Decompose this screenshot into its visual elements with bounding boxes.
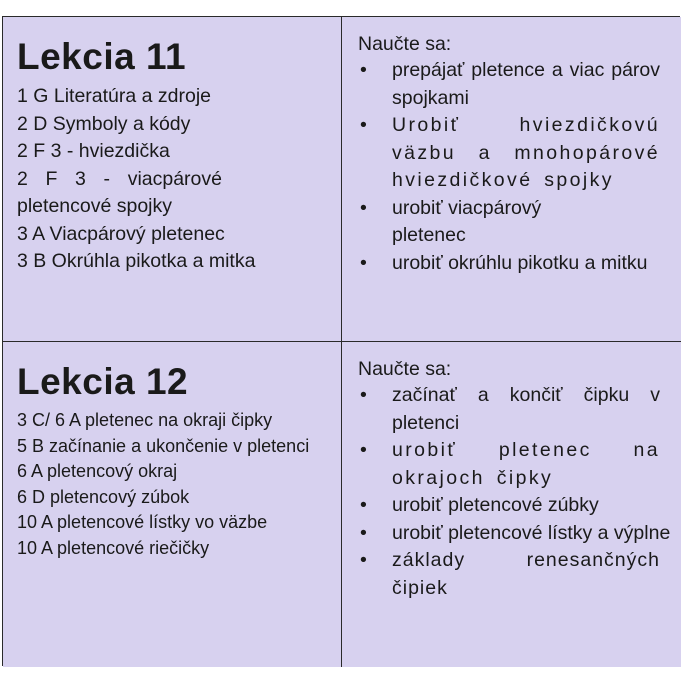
- bullet-icon: •: [360, 384, 367, 406]
- bullet-icon: •: [360, 521, 367, 544]
- topic-item: 10 A pletencové lístky vo väzbe: [17, 512, 268, 532]
- topic-item: 3 B Okrúhla pikotka a mitka: [17, 250, 256, 272]
- topic-item: 6 A pletencový okraj: [17, 461, 178, 481]
- goal-text: urobiť pletenec na okrajoch čipky: [392, 439, 660, 489]
- topic-item: 10 A pletencové riečičky: [17, 537, 210, 558]
- bullet-icon: •: [360, 549, 367, 571]
- topic-item: 1 G Literatúra a zdroje: [17, 85, 212, 107]
- learn-label: Naučte sa:: [358, 33, 452, 55]
- lesson-11-goal-list: [358, 57, 667, 277]
- lesson-11-goals-cell: [342, 17, 681, 342]
- goal-item: [358, 520, 671, 548]
- lesson-12-topic-list: [17, 408, 341, 561]
- bullet-icon: •: [360, 251, 367, 274]
- goal-text: urobiť pletencové lístky a výplne: [392, 521, 671, 544]
- bullet-icon: •: [360, 439, 367, 461]
- topic-item: 2 F 3 - hviezdička: [17, 140, 170, 162]
- lesson-12-topics-cell: [3, 342, 342, 667]
- lesson-12-title: Lekcia 12: [17, 361, 189, 402]
- goal-text: urobiť pletencové zúbky: [392, 494, 599, 516]
- goal-item: [358, 382, 667, 437]
- lesson-11-topics-cell: [3, 17, 342, 342]
- goal-item: [358, 250, 667, 278]
- goal-text: urobiť viacpárový pletenec: [392, 196, 542, 246]
- goal-item: [358, 195, 667, 250]
- goal-text: začínať a končiť čipku v pletenci: [392, 384, 660, 434]
- goal-text: základy renesančných čipiek: [392, 549, 660, 599]
- goal-text: Urobiť hviezdičkovú väzbu a mnohopárové hviezdičkové spojky: [392, 114, 660, 191]
- bullet-icon: •: [360, 494, 367, 516]
- goal-text: prepájať pletence a viac párov spojkami: [392, 59, 660, 109]
- bullet-icon: •: [360, 59, 367, 81]
- goal-text: urobiť okrúhlu pikotku a mitku: [392, 251, 648, 274]
- topic-item: 5 B začínanie a ukončenie v pletenci: [17, 435, 310, 456]
- lesson-12-goal-list: [358, 382, 671, 602]
- topic-item: 6 D pletencový zúbok: [17, 486, 190, 507]
- topic-item: 2 F 3 - viacpárové pletencové spojky: [17, 167, 222, 217]
- topic-item: 2 D Symboly a kódy: [17, 112, 191, 135]
- lesson-11-topic-list: [17, 83, 341, 276]
- goal-item: [358, 57, 667, 112]
- learn-label: Naučte sa:: [358, 358, 452, 380]
- goal-item: [358, 437, 667, 492]
- goal-item: [358, 492, 667, 520]
- goal-item: [358, 112, 667, 195]
- lessons-table: [2, 16, 680, 666]
- topic-item: 3 C/ 6 A pletenec na okraji čipky: [17, 410, 273, 430]
- bullet-icon: •: [360, 114, 367, 136]
- bullet-icon: •: [360, 196, 367, 219]
- lesson-11-title: Lekcia 11: [17, 36, 187, 77]
- goal-item: [358, 547, 667, 602]
- lesson-12-goals-cell: [342, 342, 681, 667]
- topic-item: 3 A Viacpárový pletenec: [17, 222, 225, 245]
